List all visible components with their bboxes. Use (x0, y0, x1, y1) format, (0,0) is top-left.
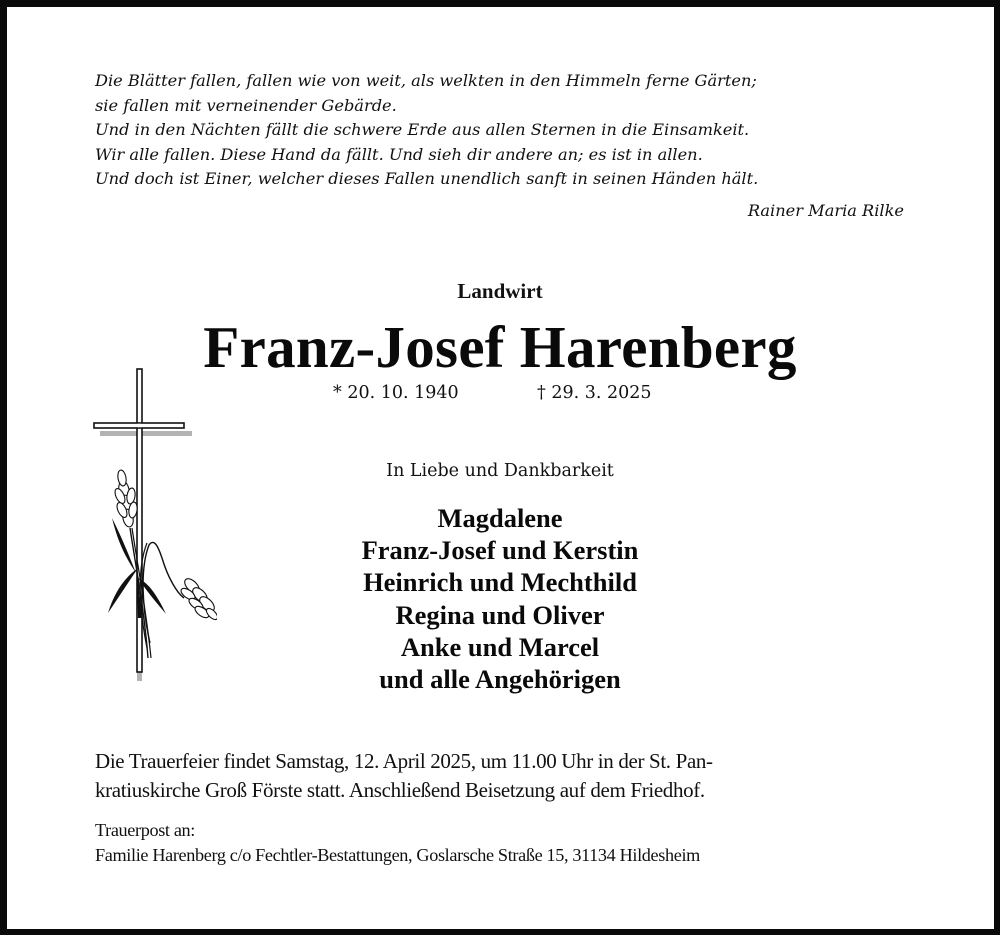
profession: Landwirt (457, 279, 543, 303)
birth-date: * 20. 10. 1940 (333, 383, 459, 403)
poem-line: Und doch ist Einer, welcher dieses Fallen unendlich sanft in seinen Händen hält. (95, 169, 759, 189)
mourners-list (0, 502, 1000, 695)
condolence-mail-address: Familie Harenberg c/o Fechtler-Bestattungen, Goslarsche Straße 15, 31134 Hildesheim (95, 845, 700, 865)
funeral-notice (95, 747, 915, 805)
mourner-name: Magdalene (437, 503, 563, 533)
mourner-name: Franz-Josef und Kerstin (361, 535, 639, 566)
poem-author: Rainer Maria Rilke (747, 201, 904, 220)
poem-line: sie fallen mit verneinender Gebärde. (95, 95, 397, 115)
death-date: † 29. 3. 2025 (537, 383, 652, 403)
condolence-mail (95, 818, 925, 868)
funeral-notice-line: Die Trauerfeier findet Samstag, 12. April 2025, um 11.00 Uhr in der St. Pan- (95, 749, 713, 773)
poem-line: Und in den Nächten fällt die schwere Erde aus allen Sternen in die Einsamkeit. (95, 120, 750, 140)
poem (95, 69, 915, 192)
mourners-intro: In Liebe und Dankbarkeit (386, 461, 614, 481)
mourner-name: und alle Angehörigen (379, 664, 621, 695)
poem-line: Die Blätter fallen, fallen wie von weit, als welkten in den Himmeln ferne Gärten; (95, 71, 757, 90)
funeral-notice-line: kratiuskirche Groß Förste statt. Anschließend Beisetzung auf dem Friedhof. (95, 778, 705, 802)
mourner-name: Regina und Oliver (395, 599, 605, 630)
poem-line: Wir alle fallen. Diese Hand da fällt. Und sieh dir andere an; es ist in allen. (95, 144, 703, 164)
deceased-name: Franz-Josef Harenberg (203, 314, 797, 380)
mourner-name: Heinrich und Mechthild (363, 567, 637, 598)
condolence-mail-label: Trauerpost an: (95, 820, 196, 840)
mourner-name: Anke und Marcel (400, 631, 600, 662)
